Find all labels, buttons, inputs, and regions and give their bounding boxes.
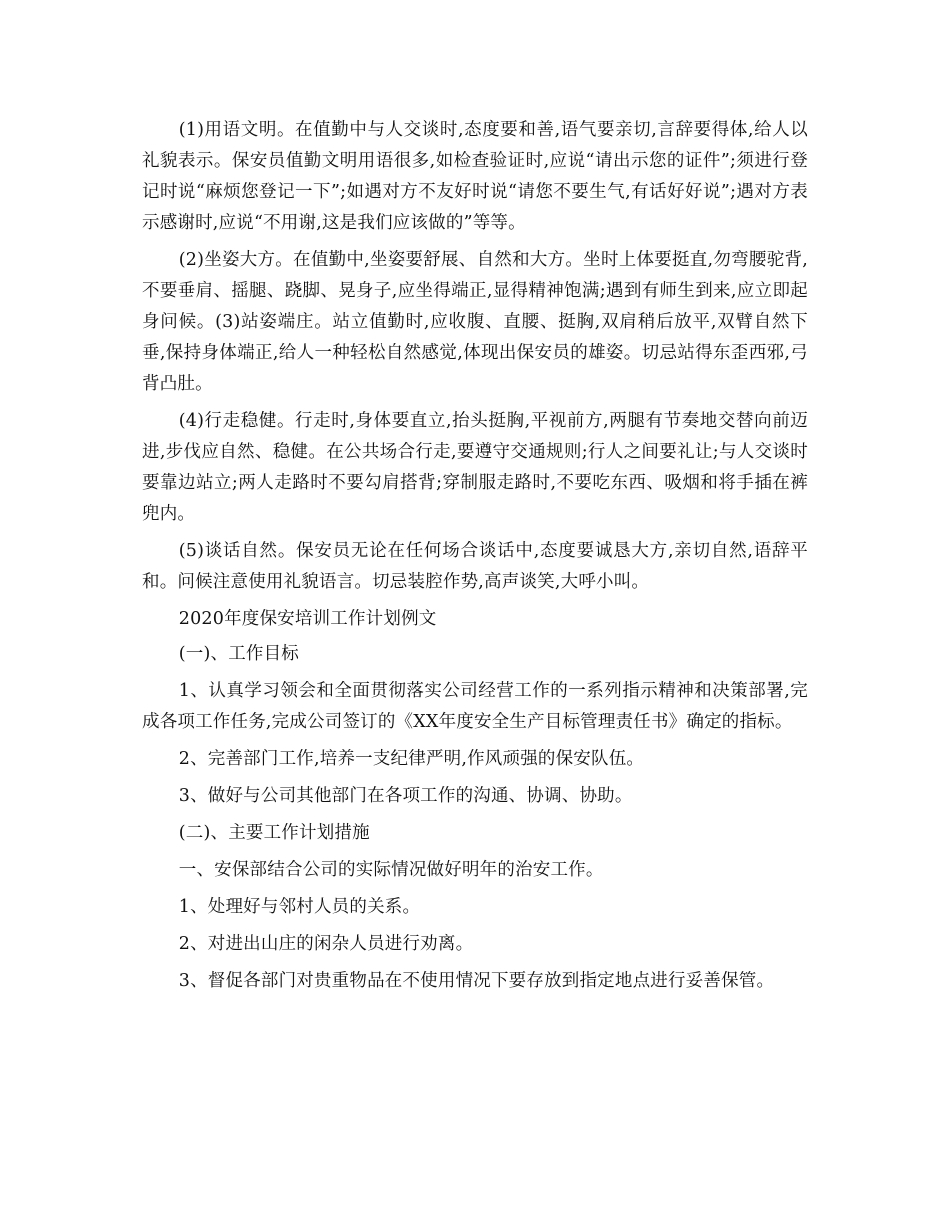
measure-item-1: 1、处理好与邻村人员的关系。 — [178, 897, 421, 917]
measure-section-1: 一、安保部结合公司的实际情况做好明年的治安工作。 — [178, 860, 604, 880]
paragraph-sitting-standing-posture: (2)坐姿大方。在值勤中,坐姿要舒展、自然和大方。坐时上体要挺直,勿弯腰驼背,不要垂肩、摇腿、跷脚、晃身子,应坐得端正,显得精神饱满;遇到有师生到来,应立即起身问候。(3)站姿端庄。站立值勤时,应收腹、直腰、挺胸,双肩稍后放平,双臂自然下垂,保持身体端正,给人一种轻松自然感觉,体现出保安员的雄姿。切忌站得东歪西邪,弓背凸肚。 — [142, 250, 808, 394]
goal-item-2: 2、完善部门工作,培养一支纪律严明,作风顽强的保安队伍。 — [178, 749, 645, 769]
paragraph-speaking: (5)谈话自然。保安员无论在任何场合谈话中,态度要诚恳大方,亲切自然,语辞平和。问候注意使用礼貌语言。切忌装腔作势,高声谈笑,大呼小叫。 — [142, 541, 808, 592]
goal-item-3: 3、做好与公司其他部门在各项工作的沟通、协调、协助。 — [178, 786, 633, 806]
heading-work-goals: (一)、工作目标 — [178, 644, 300, 664]
goal-item-1: 1、认真学习领会和全面贯彻落实公司经营工作的一系列指示精神和决策部署,完成各项工作任务,完成公司签订的《XX年度安全生产目标管理责任书》确定的指标。 — [142, 681, 808, 732]
paragraph-civil-language: (1)用语文明。在值勤中与人交谈时,态度要和善,语气要亲切,言辞要得体,给人以礼貌表示。保安员值勤文明用语很多,如检查验证时,应说“请出示您的证件”;须进行登记时说“麻烦您登记一下”;如遇对方不友好时说“请您不要生气,有话好好说”;遇对方表示感谢时,应说“不用谢,这是我们应该做的”等等。 — [142, 120, 808, 233]
measure-item-2: 2、对进出山庄的闲杂人员进行劝离。 — [178, 934, 474, 954]
section-title: 2020年度保安培训工作计划例文 — [178, 609, 437, 629]
heading-main-measures: (二)、主要工作计划措施 — [178, 823, 370, 843]
measure-item-3: 3、督促各部门对贵重物品在不使用情况下要存放到指定地点进行妥善保管。 — [178, 971, 775, 991]
document-body — [142, 115, 808, 997]
paragraph-walking: (4)行走稳健。行走时,身体要直立,抬头挺胸,平视前方,两腿有节奏地交替向前迈进,步伐应自然、稳健。在公共场合行走,要遵守交通规则;行人之间要礼让;与人交谈时要靠边站立;两人走路时不要勾肩搭背;穿制服走路时,不要吃东西、吸烟和将手插在裤兜内。 — [142, 411, 808, 524]
